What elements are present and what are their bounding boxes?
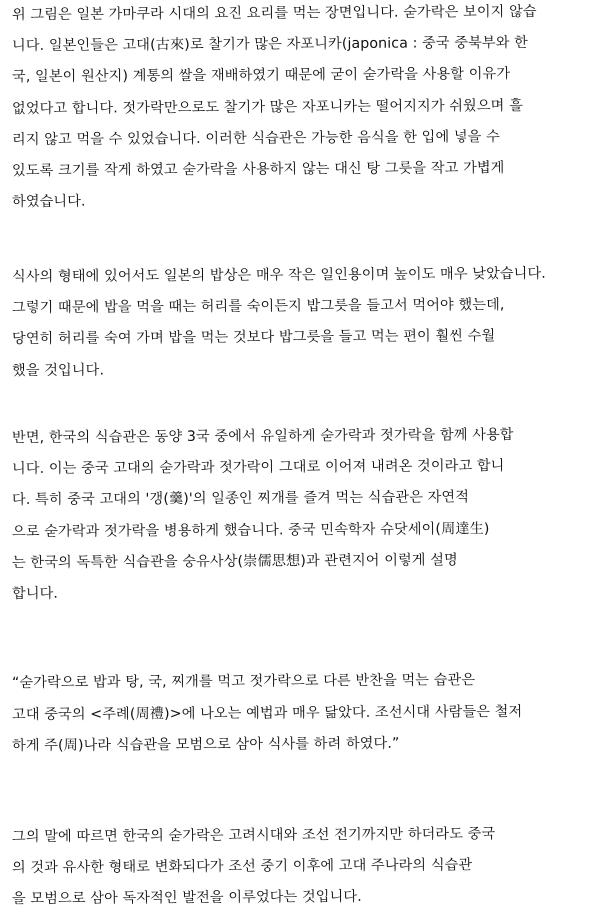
text-line: 식사의 형태에 있어서도 일본의 밥상은 매우 작은 일인용이며 높이도 매우 낮았습니다. [11,265,546,285]
text-line: 위 그림은 일본 가마쿠라 시대의 요진 요리를 먹는 장면입니다. 숟가락은 보이지 않습 [11,3,537,23]
text-line: 니다. 이는 중국 고대의 숟가락과 젓가락이 그대로 이어져 내려온 것이라고 합니 [11,458,505,478]
text-line: 을 모범으로 삼아 독자적인 발전을 이루었다는 것입니다. [11,889,362,908]
text-line: 다. 특히 중국 고대의 '갱(羹)'의 일종인 찌개를 즐겨 먹는 식습관은 자연적 [11,489,470,509]
text-line: 는 한국의 독특한 식습관을 숭유사상(崇儒思想)과 관련지어 이렇게 설명 [11,552,458,571]
text-line: 고대 중국의 <주례(周禮)>에 나오는 예법과 매우 닮았다. 조선시대 사람들은 철저 [11,703,523,723]
text-line: 리지 않고 먹을 수 있었습니다. 이러한 식습관은 가능한 음식을 한 입에 넣을 수 [11,128,500,148]
text-line: 반면, 한국의 식습관은 동양 3국 중에서 유일하게 숟가락과 젓가락을 함께 사용합 [11,426,514,446]
text-line: 하게 주(周)나라 식습관을 모범으로 삼아 식사를 하려 하였다.” [11,735,400,754]
text-line: 했을 것입니다. [11,362,105,379]
text-line: 그렇기 때문에 밥을 먹을 때는 허리를 숙이든지 밥그릇을 들고서 먹어야 했는데, [11,297,505,317]
text-line: 없었다고 합니다. 젓가락만으로도 찰기가 많은 자포니카는 떨어지지가 쉬웠으며 흘 [11,97,523,117]
text-line: 그의 말에 따르면 한국의 숟가락은 고려시대와 조선 전기까지만 하더라도 중국 [11,826,496,845]
text-line: 의 것과 유사한 형태로 변화되다가 조선 중기 이후에 고대 주나라의 식습관 [11,857,473,877]
text-line: 당연히 허리를 숙여 가며 밥을 먹는 것보다 밥그릇을 들고 먹는 편이 훨씬 수월 [11,328,496,348]
text-line: “숟가락으로 밥과 탕, 국, 찌개를 먹고 젓가락으로 다른 반찬을 먹는 습관은 [11,672,476,691]
paragraph-spoon-development [12,822,590,916]
text-line: 합니다. [11,585,59,603]
text-line: 으로 숟가락과 젓가락을 병용하게 했습니다. 중국 민속학자 슈닷세이(周達生) [11,520,490,540]
paragraph-japanese-table-form [12,262,590,387]
paragraph-quotation [12,668,590,763]
paragraph-japanese-eating-habits [12,0,590,218]
text-line: 니다. 일본인들은 고대(古來)로 찰기가 많은 자포니카(japonica : 중국 중북부와 한 [11,35,528,55]
paragraph-korean-eating-habits [12,423,590,610]
text-line: 있도록 크기를 작게 하였고 숟가락을 사용하지 않는 대신 탕 그릇을 작고 가볍게 [11,160,505,180]
text-line: 하였습니다. [11,193,86,211]
text-line: 국, 일본이 원산지) 계통의 쌀을 재배하였기 때문에 굳이 숟가락을 사용할 이유가 [11,66,511,86]
